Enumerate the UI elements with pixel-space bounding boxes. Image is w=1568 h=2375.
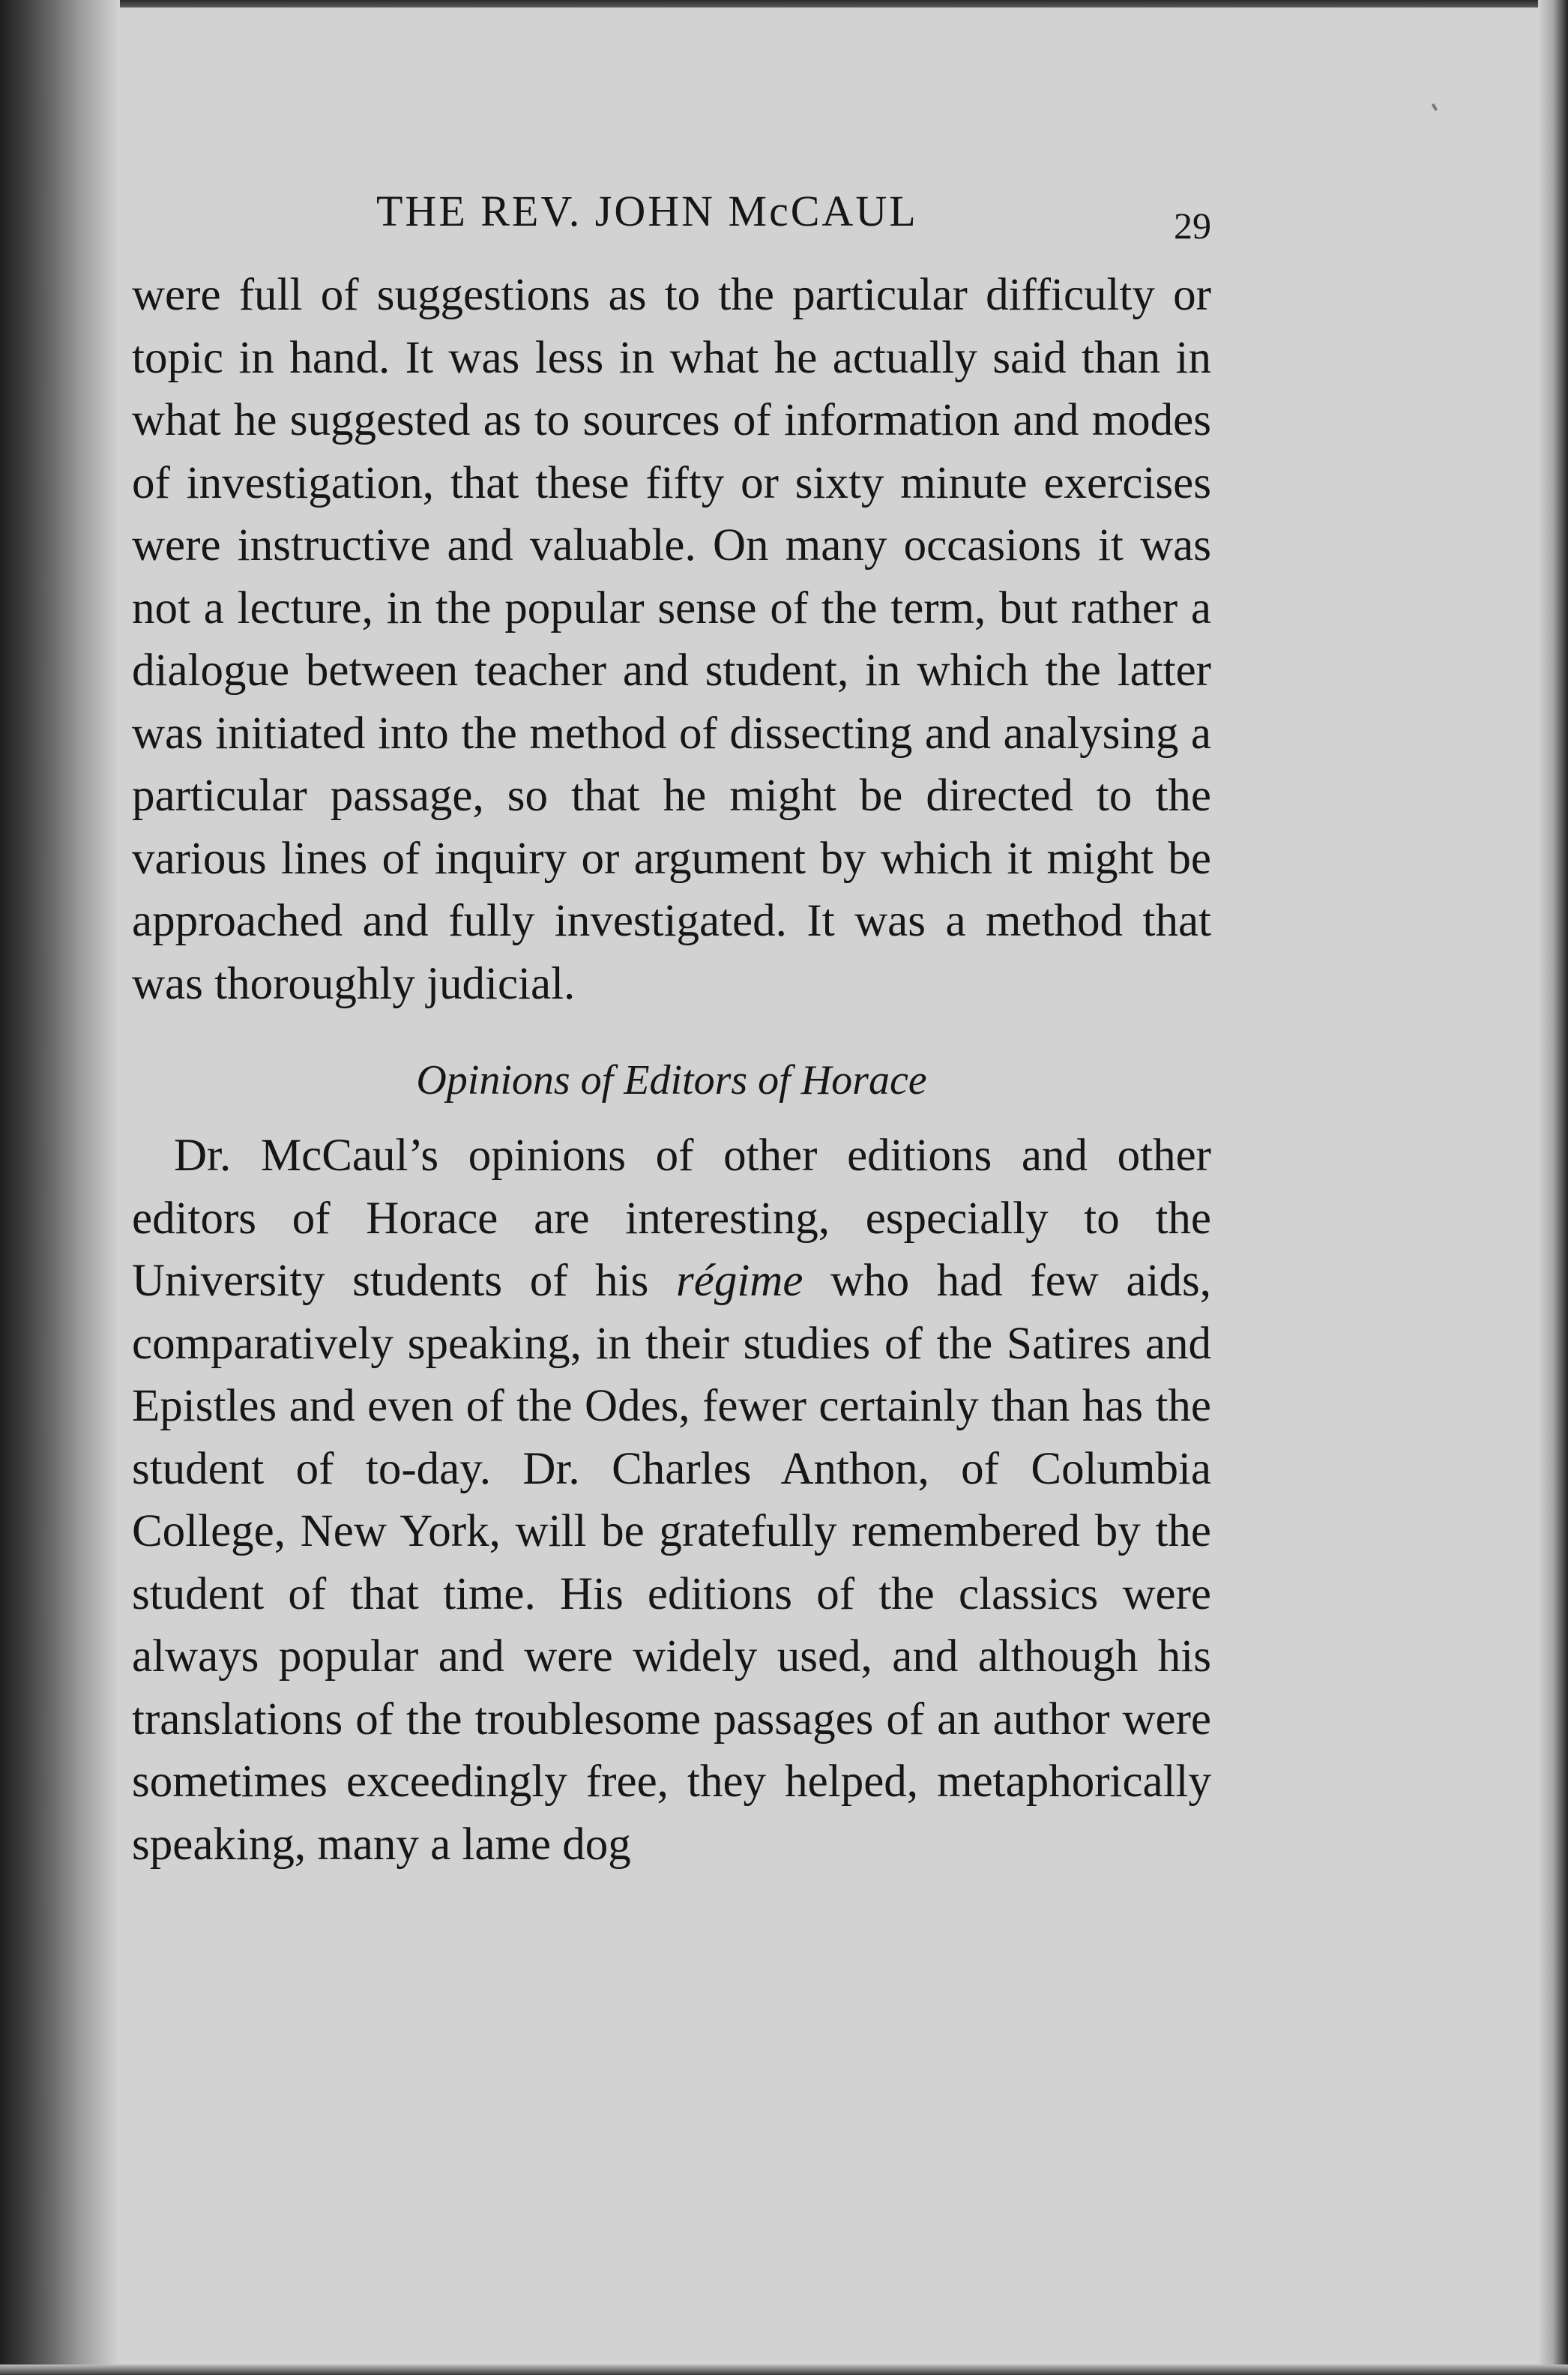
italic-word: régime [676,1256,803,1306]
section-paragraph [132,1125,1211,1876]
running-head-title: THE REV. JOHN McCAUL [376,187,918,235]
paragraph-text-end: who had few aids, comparatively speaking, in their studies of the Satires and Epistles and even of the Odes, fewer certainly than has the student of to-day. Dr. Charles Anthon, of Columbia College, New York, will be gratefully remembered by the student of that time. His editions of the classics were always popular and were widely used, and although his translations of the troublesome passages of an author were sometimes exceedingly free, they helped, metaphorically speaking, many a lame dog [132,1256,1211,1870]
page-body [132,186,1211,1876]
page-top-edge [0,0,1568,7]
continued-paragraph: were full of suggestions as to the particular difficulty or topic in hand. It was less in what he actually said than in what he suggested as to sources of information and modes of investigation, that these fifty or sixty minute exercises were instructive and valuable. On many occasions it was not a lecture, in the popular sense of the term, but rather a dialogue between teacher and student, in which the latter was initiated into the method of dissecting and analysing a particular passage, so that he might be directed to the various lines of inquiry or argument by which it might be approached and fully investigated. It was a method that was thoroughly judicial. [132,270,1211,1009]
page-bottom-edge [0,2365,1568,2375]
binding-shadow [0,0,120,2375]
page-right-edge [1538,0,1568,2375]
dust-speck [1432,103,1438,112]
section-heading: Opinions of Editors of Horace [416,1057,927,1104]
running-head [132,186,1211,258]
paragraph-text-start: Dr. McCaul’s opinions of other editions and other editors of Horace are interesting, especially to the University students of his [132,1131,1211,1306]
page-number: 29 [1174,205,1211,247]
